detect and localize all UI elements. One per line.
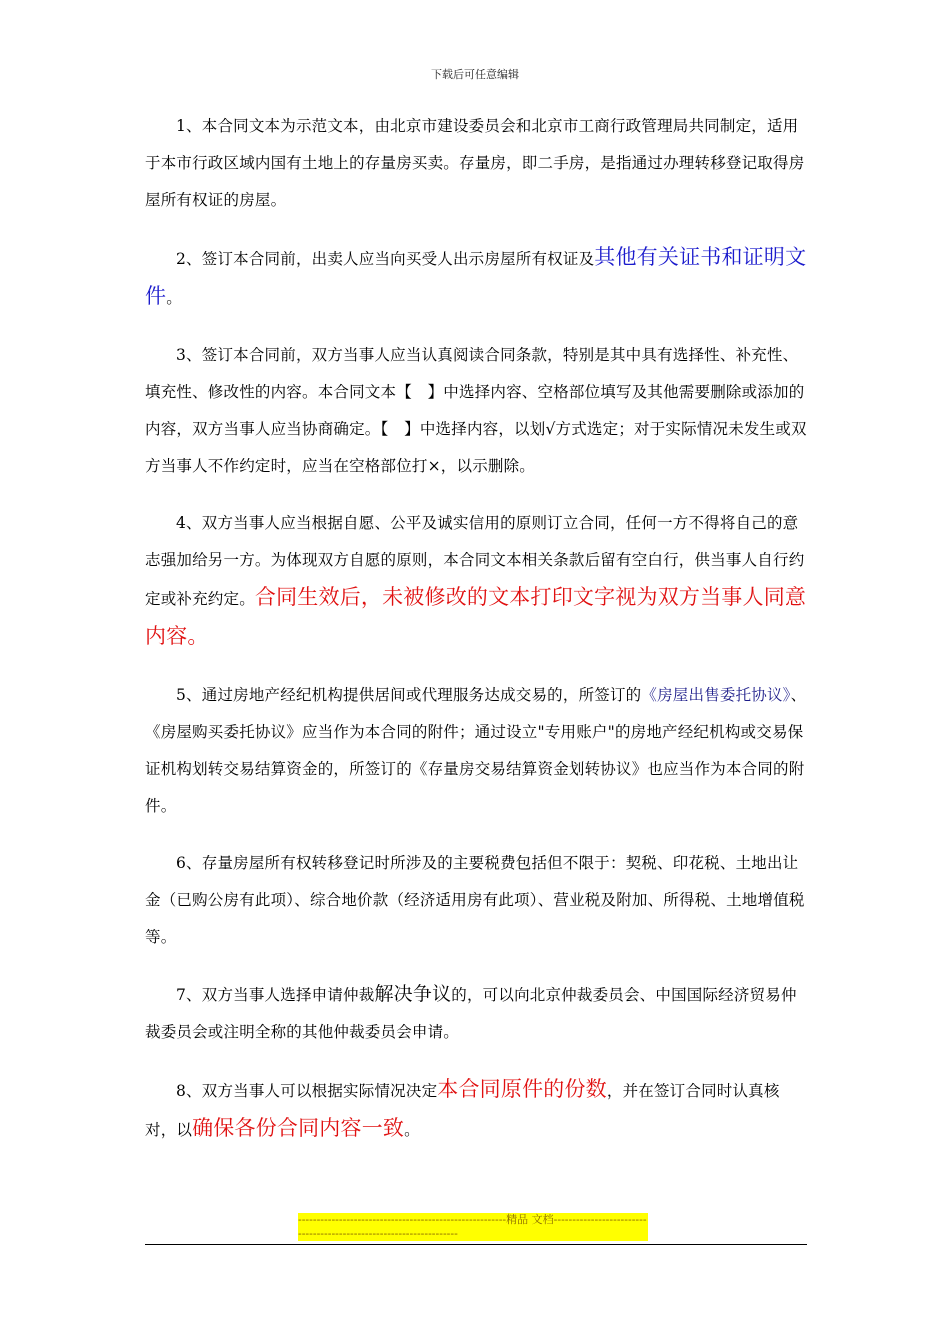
- paragraph-2: [145, 239, 807, 317]
- paragraph-2-highlight: 其他有关证书和证明文件: [145, 245, 807, 308]
- paragraph-8-end: 。: [404, 1121, 420, 1139]
- paragraph-6: 6、存量房屋所有权转移登记时所涉及的主要税费包括但不限于：契税、印花税、土地出让金（已购公房有此项）、综合地价款（经济适用房有此项）、营业税及附加、所得税、土地增值税等。: [145, 854, 805, 946]
- paragraph-8-middle: ，并在签订合同时认真核对，以: [145, 1082, 780, 1139]
- paragraph-8-highlight-1: 本合同原件的份数: [437, 1077, 607, 1101]
- paragraph-7-emphasis: 解决争议: [374, 983, 452, 1005]
- paragraph-5: [145, 677, 807, 825]
- paragraph-5-reference: 《房屋出售委托协议》: [641, 686, 791, 704]
- paragraph-4-highlight: 合同生效后，未被修改的文本打印文字视为双方当事人同意内容。: [145, 585, 807, 648]
- footer-watermark: --------------------------------------------------------精品 文档--------------------------------------------------------------------: [298, 1213, 647, 1240]
- paragraph-8-highlight-2: 确保各份合同内容一致: [192, 1116, 405, 1140]
- paragraph-3: 3、签订本合同前，双方当事人应当认真阅读合同条款，特别是其中具有选择性、补充性、填充性、修改性的内容。本合同文本【 】中选择内容、空格部位填写及其他需要删除或添加的内容，双方当事人应当协商确定。【 】中选择内容，以划√方式选定；对于实际情况未发生或双方当事人不作约定时，应当在空格部位打×，以示删除。: [145, 346, 807, 475]
- paragraph-2-text: 2、签订本合同前，出卖人应当向买受人出示房屋所有权证及: [176, 250, 595, 268]
- paragraph-8: [145, 1071, 807, 1149]
- paragraph-4: [145, 505, 807, 657]
- paragraph-7-text: 7、双方当事人选择申请仲裁: [176, 986, 375, 1004]
- footer-divider: [145, 1244, 807, 1245]
- paragraph-4-text: 4、双方当事人应当根据自愿、公平及诚实信用的原则订立合同，任何一方不得将自己的意志强加给另一方。为体现双方自愿的原则，本合同文本相关条款后留有空白行，供当事人自行约定或补充约定。: [145, 514, 805, 608]
- paragraph-1: 1、本合同文本为示范文本，由北京市建设委员会和北京市工商行政管理局共同制定，适用于本市行政区域内国有土地上的存量房买卖。存量房，即二手房，是指通过办理转移登记取得房屋所有权证的房屋。: [145, 117, 805, 209]
- document-body: [145, 108, 807, 1169]
- paragraph-7-rest: 的，可以向北京仲裁委员会、中国国际经济贸易仲裁委员会或注明全称的其他仲裁委员会申请。: [145, 986, 797, 1041]
- paragraph-8-text: 8、双方当事人可以根据实际情况决定: [176, 1082, 438, 1100]
- paragraph-2-end: 。: [166, 289, 182, 307]
- page-header: 下载后可任意编辑: [431, 68, 519, 81]
- paragraph-7: [145, 976, 807, 1051]
- paragraph-5-rest: 、《房屋购买委托协议》应当作为本合同的附件；通过设立"专用账户"的房地产经纪机构或交易保证机构划转交易结算资金的，所签订的《存量房交易结算资金划转协议》也应当作为本合同的附件。: [145, 686, 807, 815]
- paragraph-5-text: 5、通过房地产经纪机构提供居间或代理服务达成交易的，所签订的: [176, 686, 642, 704]
